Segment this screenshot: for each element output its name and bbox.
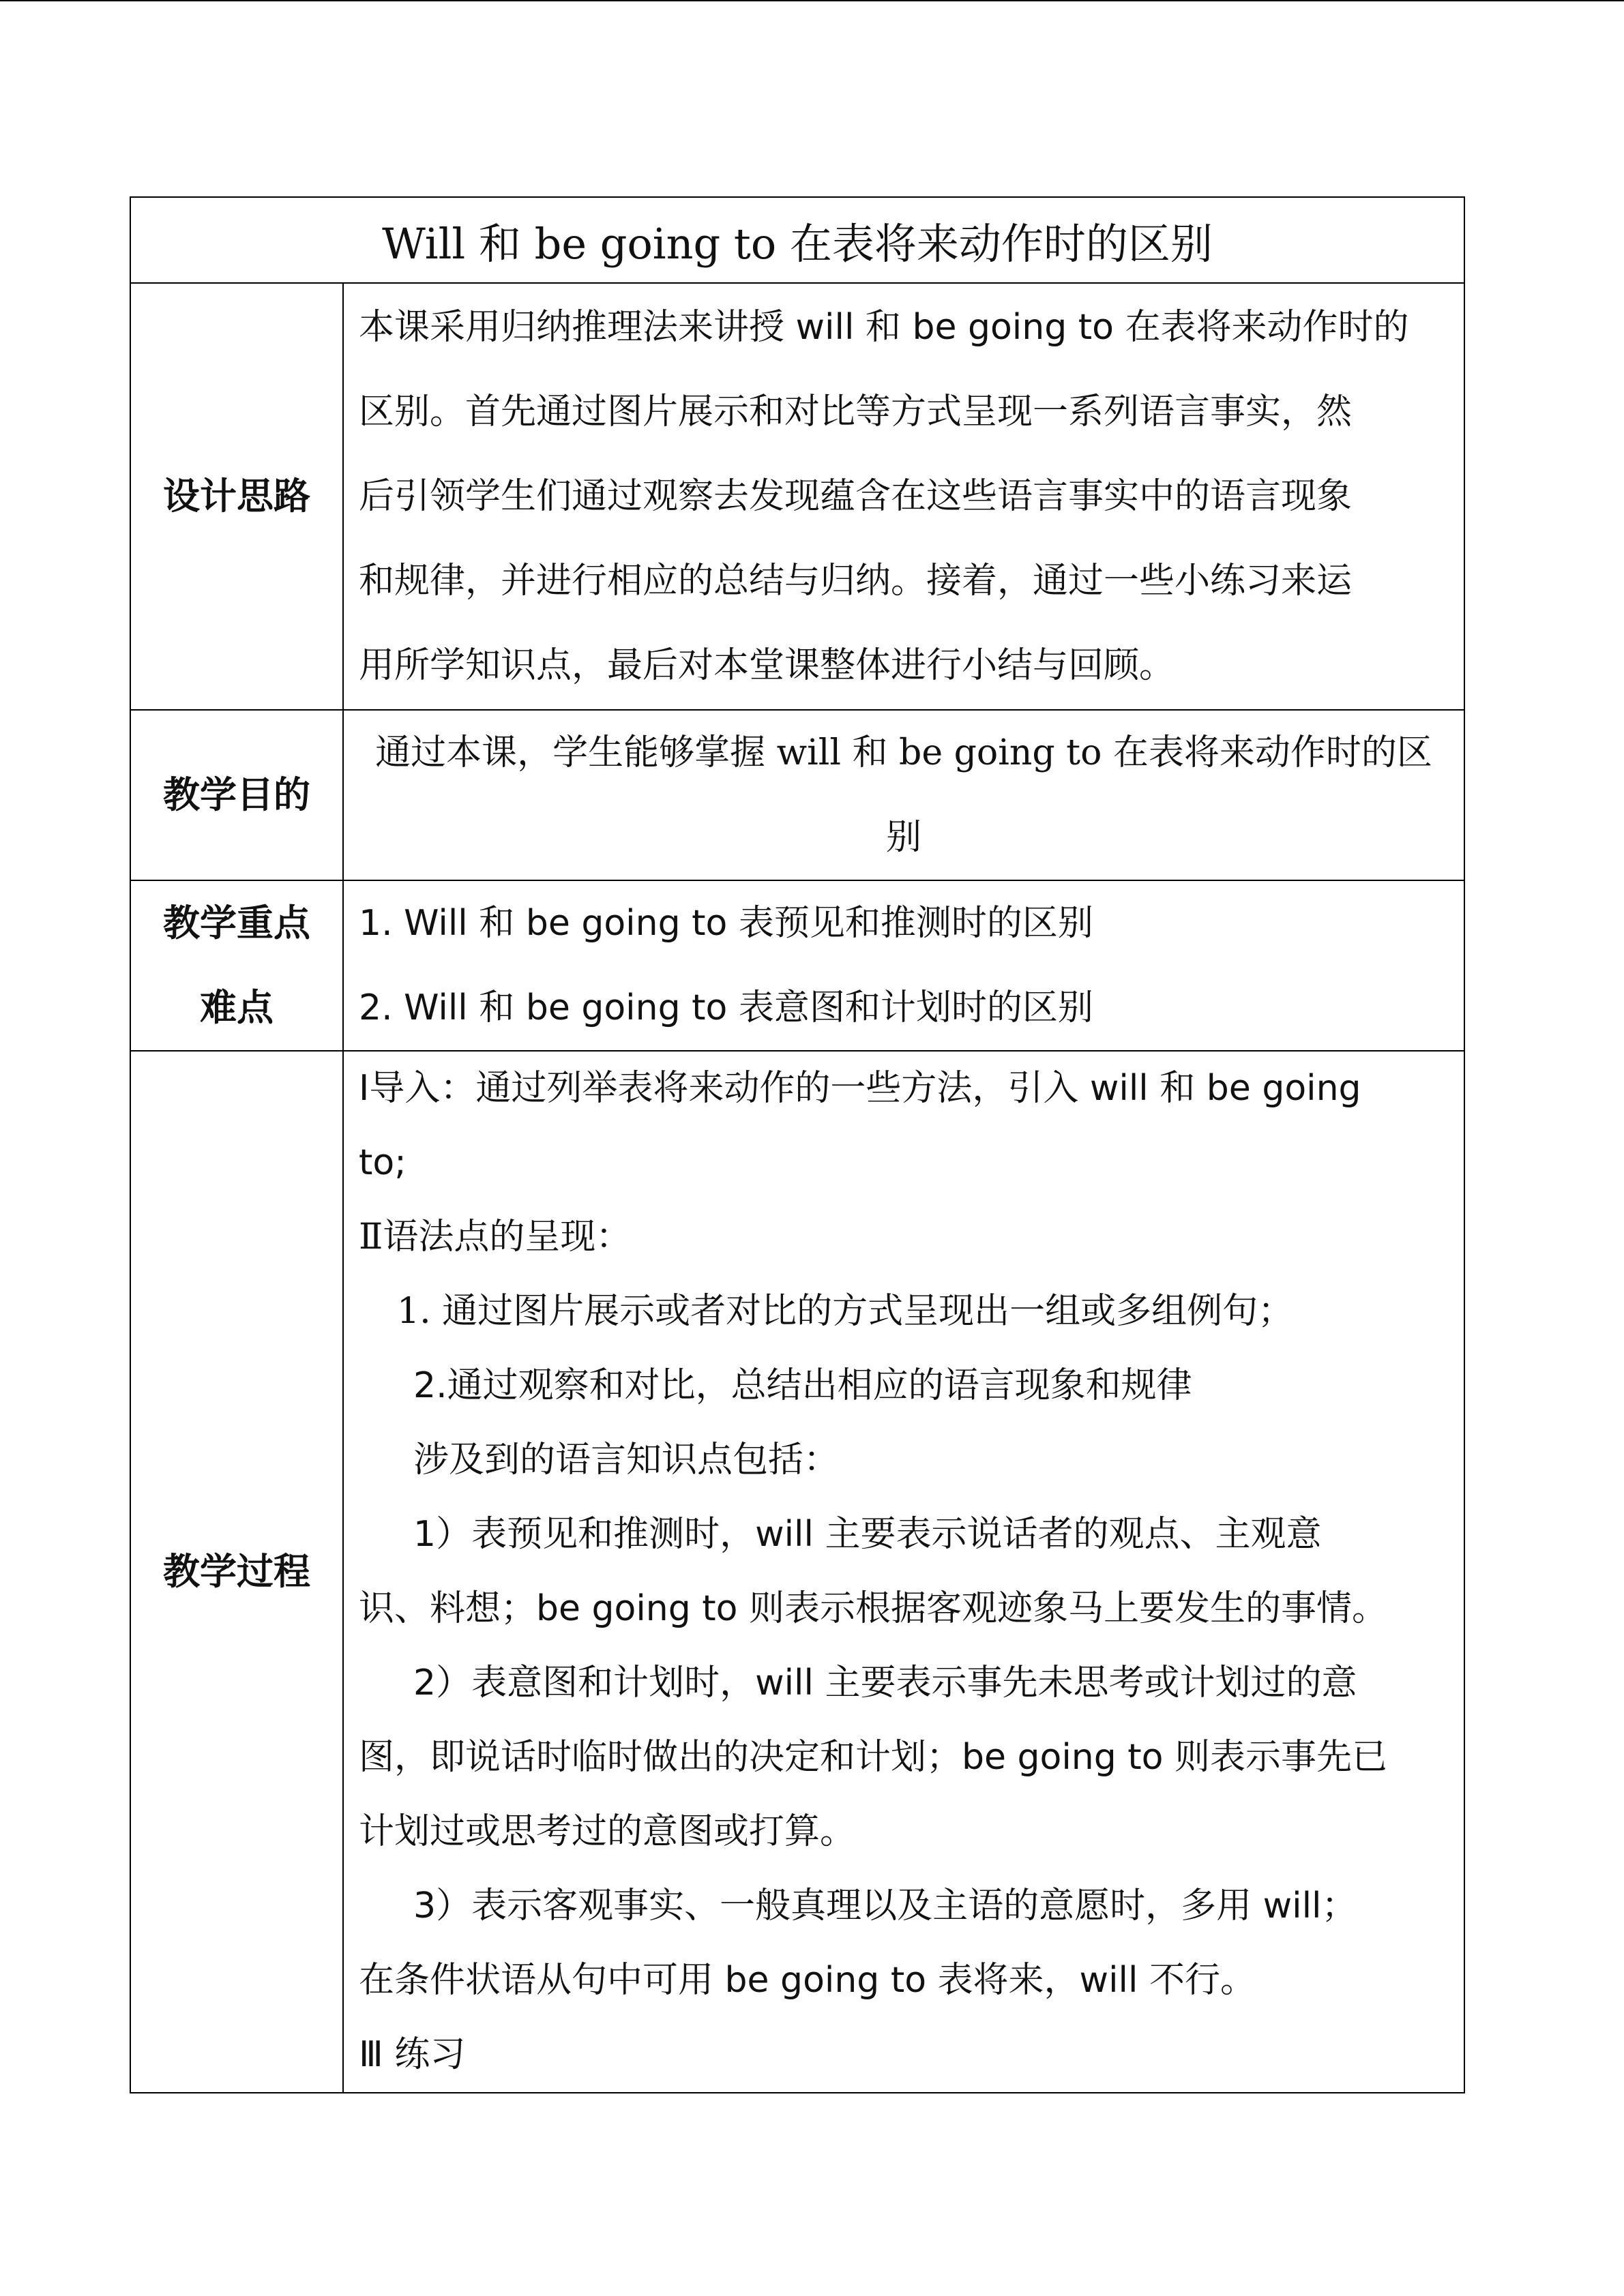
- goal-content: 通过本课，学生能够掌握 will 和 be going to 在表将来动作时的区别: [343, 710, 1464, 880]
- process-label: 教学过程: [130, 1051, 343, 2093]
- design-line: 用所学知识点，最后对本堂课整体进行小结与回顾。: [359, 645, 1175, 686]
- process-line: 涉及到的语言知识点包括：: [413, 1440, 840, 1480]
- process-line: 图，即说话时临时做出的决定和计划；be going to 则表示事先已: [359, 1737, 1388, 1778]
- page-top-border: [0, 0, 1624, 1]
- process-line: 在条件状语从句中可用 be going to 表将来，will 不行。: [359, 1960, 1256, 2001]
- key-content: [343, 880, 1464, 1051]
- process-line: 1. 通过图片展示或者对比的方式呈现出一组或多组例句；: [397, 1291, 1294, 1332]
- process-line: to;: [359, 1142, 407, 1183]
- goal-label: 教学目的: [130, 710, 343, 880]
- process-line: 2）表意图和计划时，will 主要表示事先未思考或计划过的意: [413, 1663, 1357, 1703]
- key-item: 2. Will 和 be going to 表意图和计划时的区别: [359, 987, 1093, 1028]
- lesson-plan-table: [130, 196, 1465, 2093]
- process-line: Ⅰ导入：通过列举表将来动作的一些方法，引入 will 和 be going: [359, 1068, 1361, 1109]
- design-line: 区别。首先通过图片展示和对比等方式呈现一系列语言事实，然: [359, 391, 1353, 432]
- design-line: 后引领学生们通过观察去发现蕴含在这些语言事实中的语言现象: [359, 476, 1353, 517]
- design-label: 设计思路: [130, 283, 343, 710]
- process-content: [343, 1051, 1464, 2093]
- process-line: 计划过或思考过的意图或打算。: [359, 1811, 856, 1852]
- process-line: 识、料想；be going to 则表示根据客观迹象马上要发生的事情。: [359, 1588, 1388, 1629]
- design-line: 本课采用归纳推理法来讲授 will 和 be going to 在表将来动作时的: [359, 307, 1409, 348]
- design-content: [343, 283, 1464, 710]
- process-line: Ⅱ语法点的呈现：: [359, 1217, 632, 1257]
- process-line: 2.通过观察和对比，总结出相应的语言现象和规律: [413, 1365, 1192, 1406]
- process-line: 3）表示客观事实、一般真理以及主语的意愿时，多用 will；: [413, 1885, 1357, 1926]
- table-title: Will 和 be going to 在表将来动作时的区别: [130, 197, 1464, 283]
- design-line: 和规律，并进行相应的总结与归纳。接着，通过一些小练习来运: [359, 561, 1353, 601]
- key-label: [130, 880, 343, 1051]
- process-line: 1）表预见和推测时，will 主要表示说话者的观点、主观意: [413, 1514, 1322, 1555]
- key-label-line2: 难点: [200, 986, 274, 1029]
- key-label-line1: 教学重点: [163, 901, 310, 944]
- key-item: 1. Will 和 be going to 表预见和推测时的区别: [359, 903, 1093, 944]
- process-line: Ⅲ 练习: [359, 2034, 466, 2075]
